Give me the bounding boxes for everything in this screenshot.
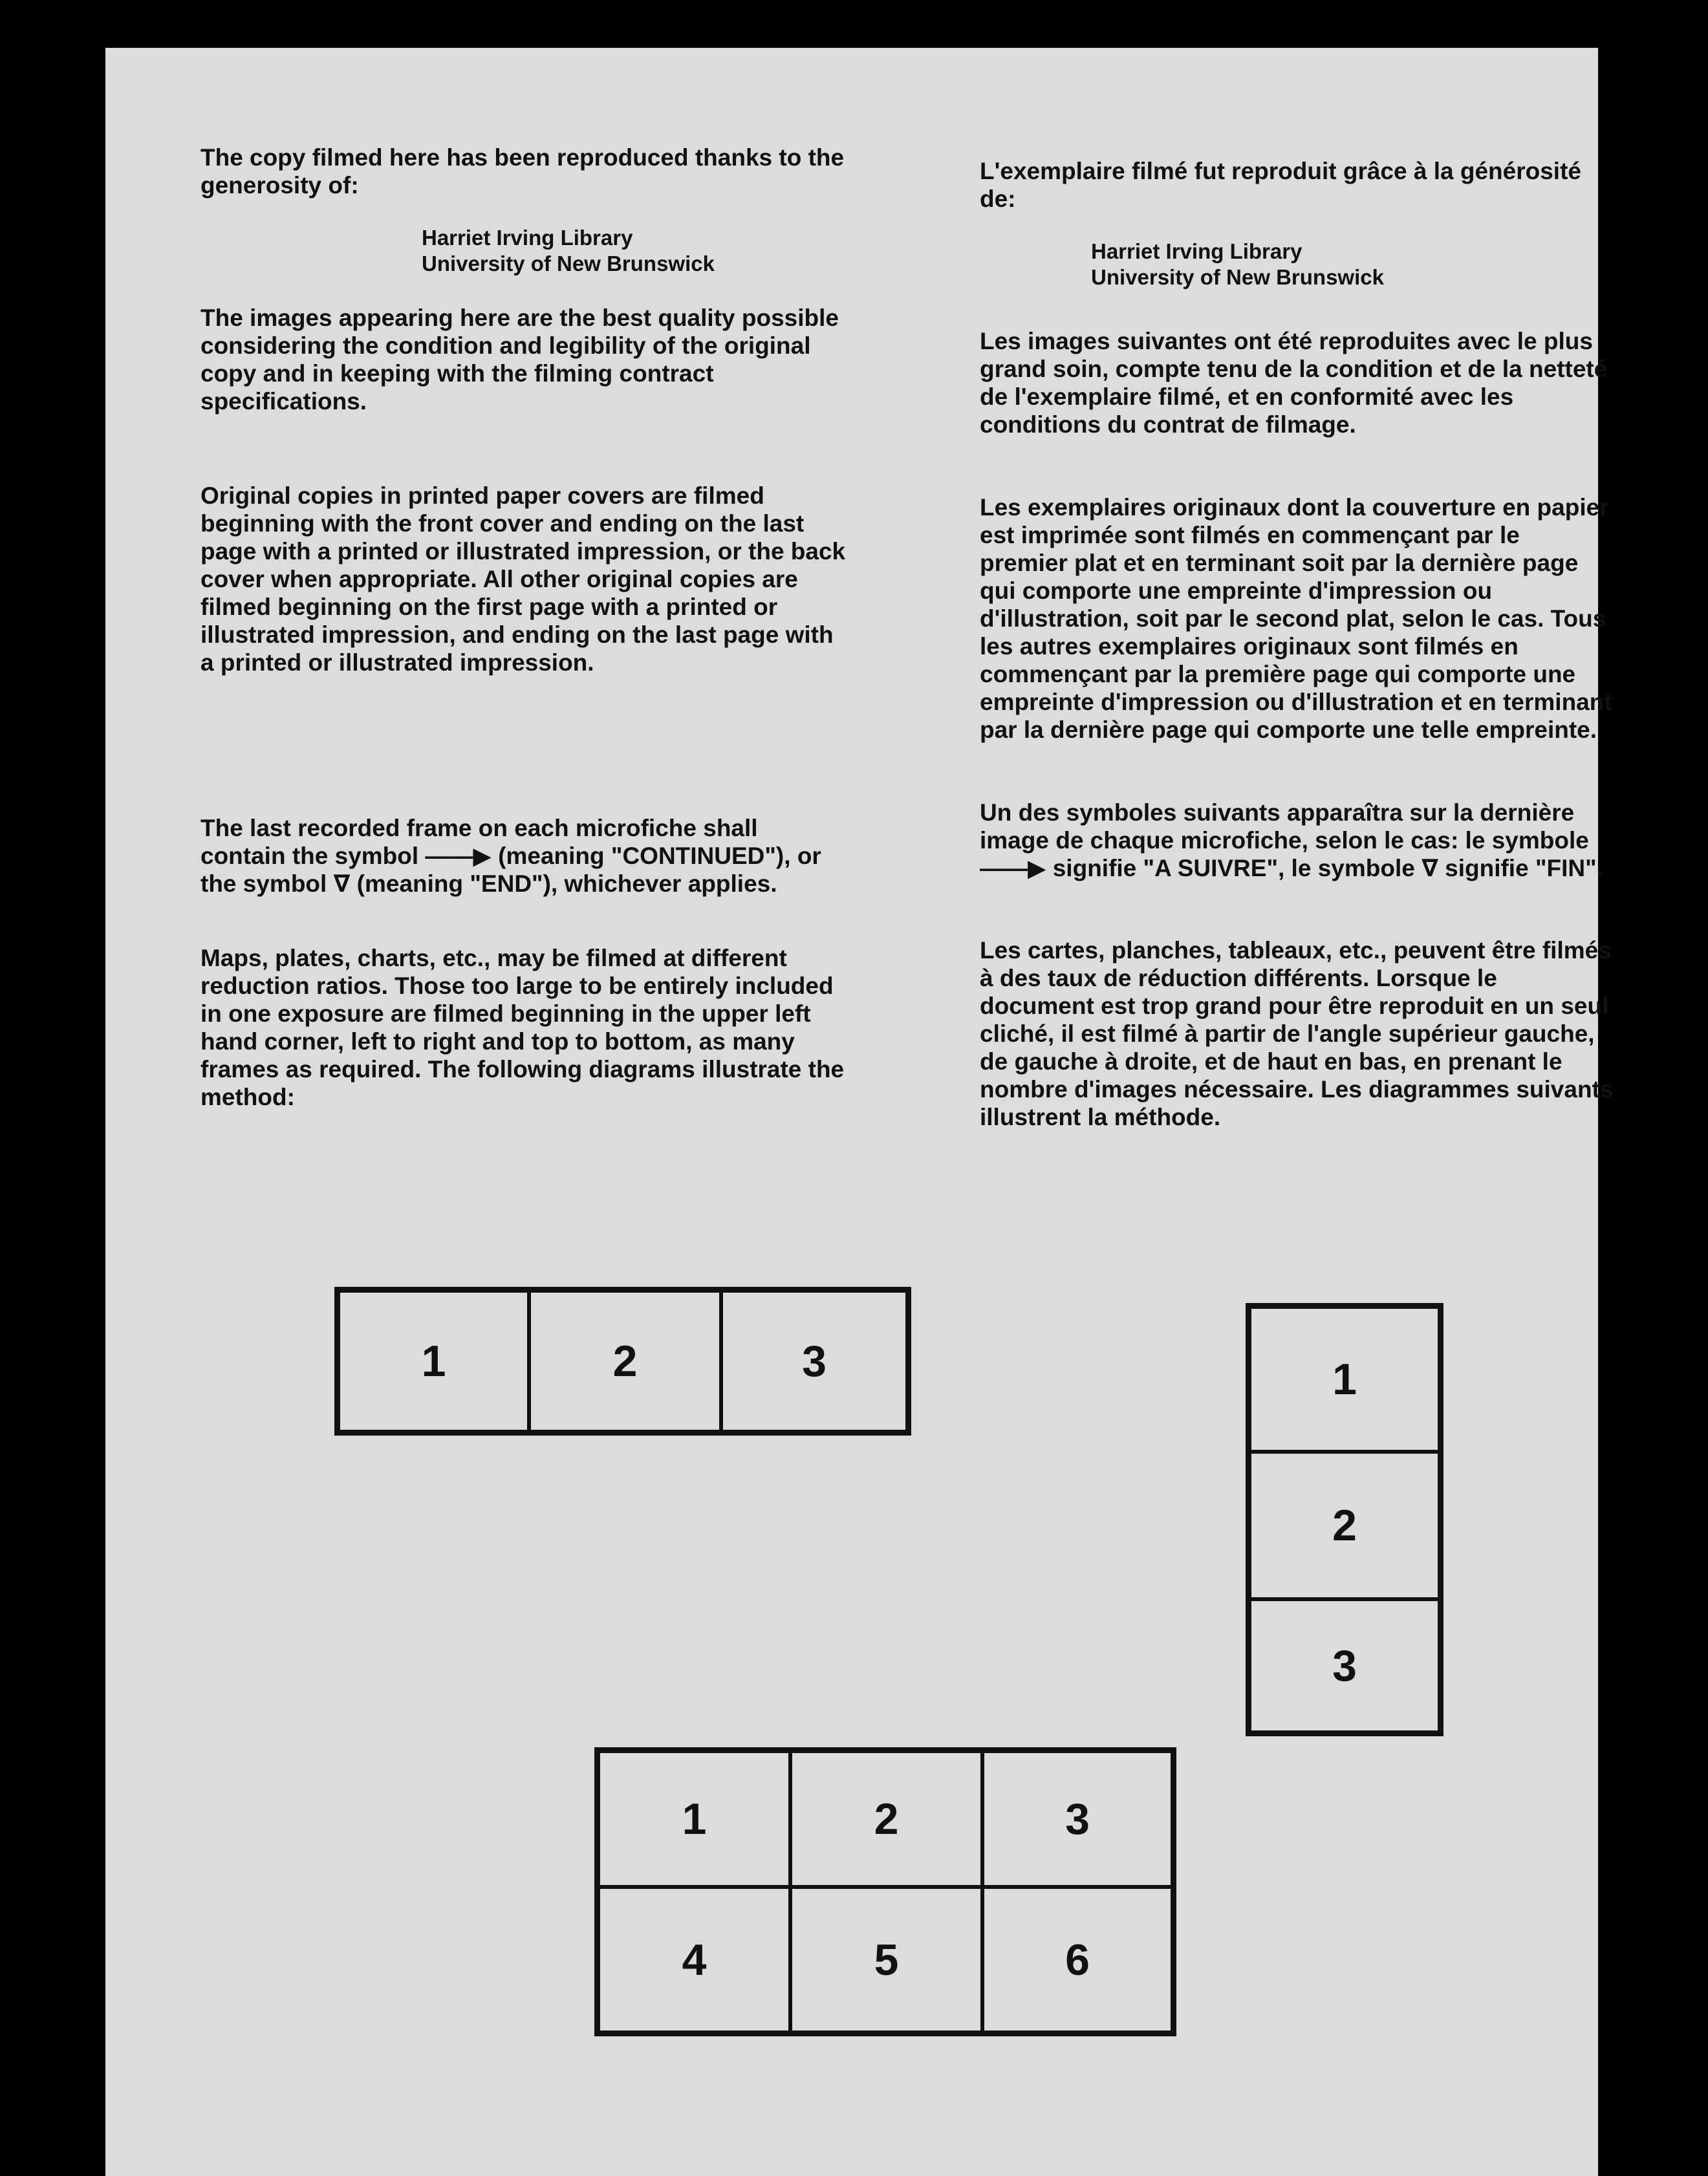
frame-cell: 1 <box>1249 1307 1440 1452</box>
english-column <box>200 144 847 1111</box>
library-name-en: Harriet Irving Library <box>422 226 633 250</box>
diagram-horizontal-frames <box>334 1287 911 1436</box>
intro-paragraph-fr: L'exemplaire filmé fut reproduit grâce à la générosité de: <box>980 158 1581 212</box>
library-name-fr: Harriet Irving Library <box>1091 239 1303 263</box>
diagram-vertical-frames <box>1246 1303 1443 1736</box>
maps-paragraph-fr: Les cartes, planches, tableaux, etc., peuvent être filmés à des taux de réduction différents. Lorsque le document est trop grand pour être reproduit en un seul cliché, il est filmé à partir de l'angle supérieur gauche, de gauche à droite, et de haut en bas, en prenant le nombre d'images nécessaire. Les diagrammes suivants illustrent la méthode. <box>980 937 1614 1130</box>
frame-cell: 1 <box>338 1291 529 1432</box>
quality-paragraph-fr: Les images suivantes ont été reproduites avec le plus grand soin, compte tenu de la condition et de la netteté de l'exemplaire filmé, et en conformité avec les conditions du contrat de filmage. <box>980 328 1608 438</box>
frame-cell: 6 <box>982 1887 1173 2032</box>
frame-cell: 5 <box>790 1887 982 2032</box>
frame-cell: 3 <box>721 1291 907 1432</box>
covers-paragraph-en: Original copies in printed paper covers are filmed beginning with the front cover and ending on the last page with a printed or illustrated impression, or the back cover when appropriate. All other original copies are filmed beginning on the first page with a printed or illustrated impression, and ending on the last page with a printed or illustrated impression. <box>200 482 846 676</box>
diagram-six-frames <box>594 1747 1176 2036</box>
frame-cell: 3 <box>1249 1599 1440 1732</box>
symbols-paragraph-fr: Un des symboles suivants apparaîtra sur la dernière image de chaque microfiche, selon le cas: le symbole ——▶ signifie "A SUIVRE", le symbole ∇ signifie "FIN". <box>980 799 1603 881</box>
university-name-fr: University of New Brunswick <box>1091 265 1384 289</box>
french-column <box>980 157 1614 1131</box>
covers-paragraph-fr: Les exemplaires originaux dont la couverture en papier est imprimée sont filmés en commençant par le premier plat et en terminant soit par la dernière page qui comporte une empreinte d'impression ou d'illustration, soit par le second plat, selon le cas. Tous les autres exemplaires originaux sont filmés en commençant par la première page qui comporte une empreinte d'impression ou d'illustration et en terminant par la dernière page qui comporte une telle empreinte. <box>980 494 1612 743</box>
university-name-en: University of New Brunswick <box>422 252 715 275</box>
frame-cell: 2 <box>529 1291 721 1432</box>
frame-cell: 2 <box>1249 1452 1440 1599</box>
intro-paragraph-en: The copy filmed here has been reproduced thanks to the generosity of: <box>200 144 845 199</box>
maps-paragraph-en: Maps, plates, charts, etc., may be filmed at different reduction ratios. Those too large to be entirely included in one exposure are filmed beginning in the upper left hand corner, left to right and top to bottom, as many frames as required. The following diagrams illustrate the method: <box>200 945 845 1110</box>
frame-cell: 4 <box>598 1887 790 2032</box>
quality-paragraph-en: The images appearing here are the best quality possible considering the condition and legibility of the original copy and in keeping with the filming contract specifications. <box>200 305 839 415</box>
frame-cell: 2 <box>790 1751 982 1887</box>
frame-cell: 1 <box>598 1751 790 1887</box>
symbols-paragraph-en: The last recorded frame on each microfiche shall contain the symbol ——▶ (meaning "CONTINUED"), or the symbol ∇ (meaning "END"), whichever applies. <box>200 815 821 897</box>
frame-cell: 3 <box>982 1751 1173 1887</box>
